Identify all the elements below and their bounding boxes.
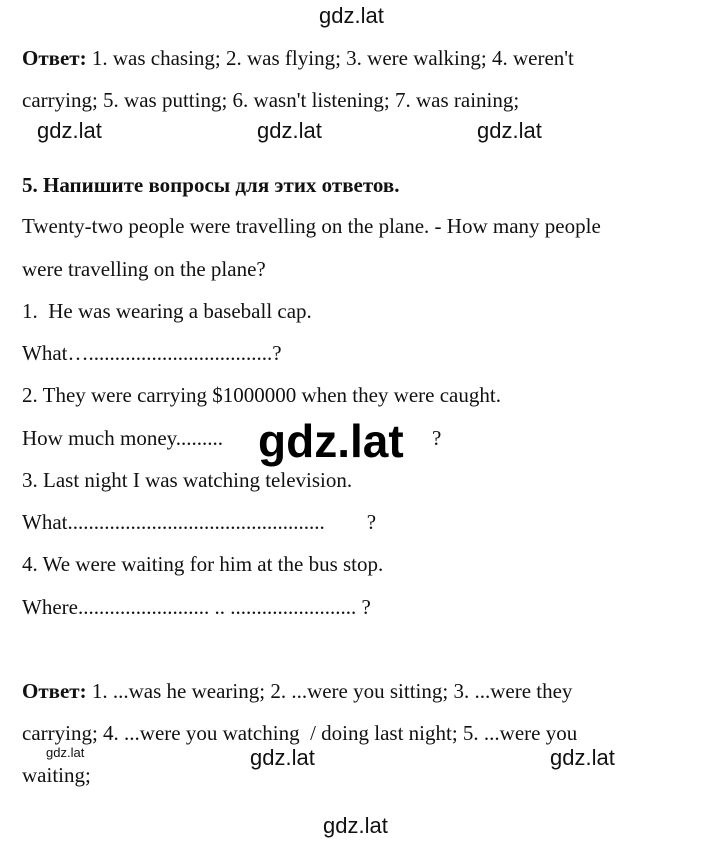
- watermark-bottom: gdz.lat: [323, 813, 388, 838]
- watermark-top: gdz.lat: [319, 3, 384, 28]
- answer-2-line-3: waiting;: [22, 763, 91, 787]
- item-2-prompt: How much money.........: [22, 426, 224, 450]
- answer-1-line-2: carrying; 5. was putting; 6. wasn't listening; 7. was raining;: [22, 88, 520, 112]
- watermark-row1-left: gdz.lat: [37, 118, 102, 143]
- watermark-center-big: gdz.lat: [258, 415, 404, 467]
- item-3-prompt: What................................................. ?: [22, 510, 377, 534]
- answer-text: 1. was chasing; 2. was flying; 3. were walking; 4. weren't: [86, 46, 574, 70]
- item-2-sentence: 2. They were carrying $1000000 when they were caught.: [22, 383, 501, 407]
- exercise-heading: 5. Напишите вопросы для этих ответов.: [22, 173, 400, 197]
- watermark-row1-mid: gdz.lat: [257, 118, 322, 143]
- watermark-row1-right: gdz.lat: [477, 118, 542, 143]
- example-line-2: were travelling on the plane?: [22, 257, 266, 281]
- item-4-prompt: Where......................... .. ........................ ?: [22, 595, 371, 619]
- item-3-sentence: 3. Last night I was watching television.: [22, 468, 353, 492]
- answer-2-line-1: [22, 681, 572, 702]
- item-1-sentence: 1. He was wearing a baseball cap.: [22, 299, 312, 323]
- item-4-sentence: 4. We were waiting for him at the bus stop.: [22, 552, 384, 576]
- example-line-1: Twenty-two people were travelling on the plane. - How many people: [22, 214, 601, 238]
- answer-label: Ответ:: [22, 679, 87, 703]
- watermark-row2-mid: gdz.lat: [250, 745, 315, 770]
- answer-label: Ответ:: [22, 46, 87, 70]
- answer-1-line-1: [22, 48, 574, 69]
- watermark-small-left: gdz.lat: [46, 745, 85, 760]
- item-2-prompt-end: ?: [432, 426, 442, 450]
- watermark-row2-right: gdz.lat: [550, 745, 615, 770]
- item-1-prompt: What…...................................?: [22, 341, 282, 365]
- answer-text: 1. ...was he wearing; 2. ...were you sitting; 3. ...were they: [86, 679, 573, 703]
- answer-2-line-2: carrying; 4. ...were you watching / doing last night; 5. ...were you: [22, 721, 578, 745]
